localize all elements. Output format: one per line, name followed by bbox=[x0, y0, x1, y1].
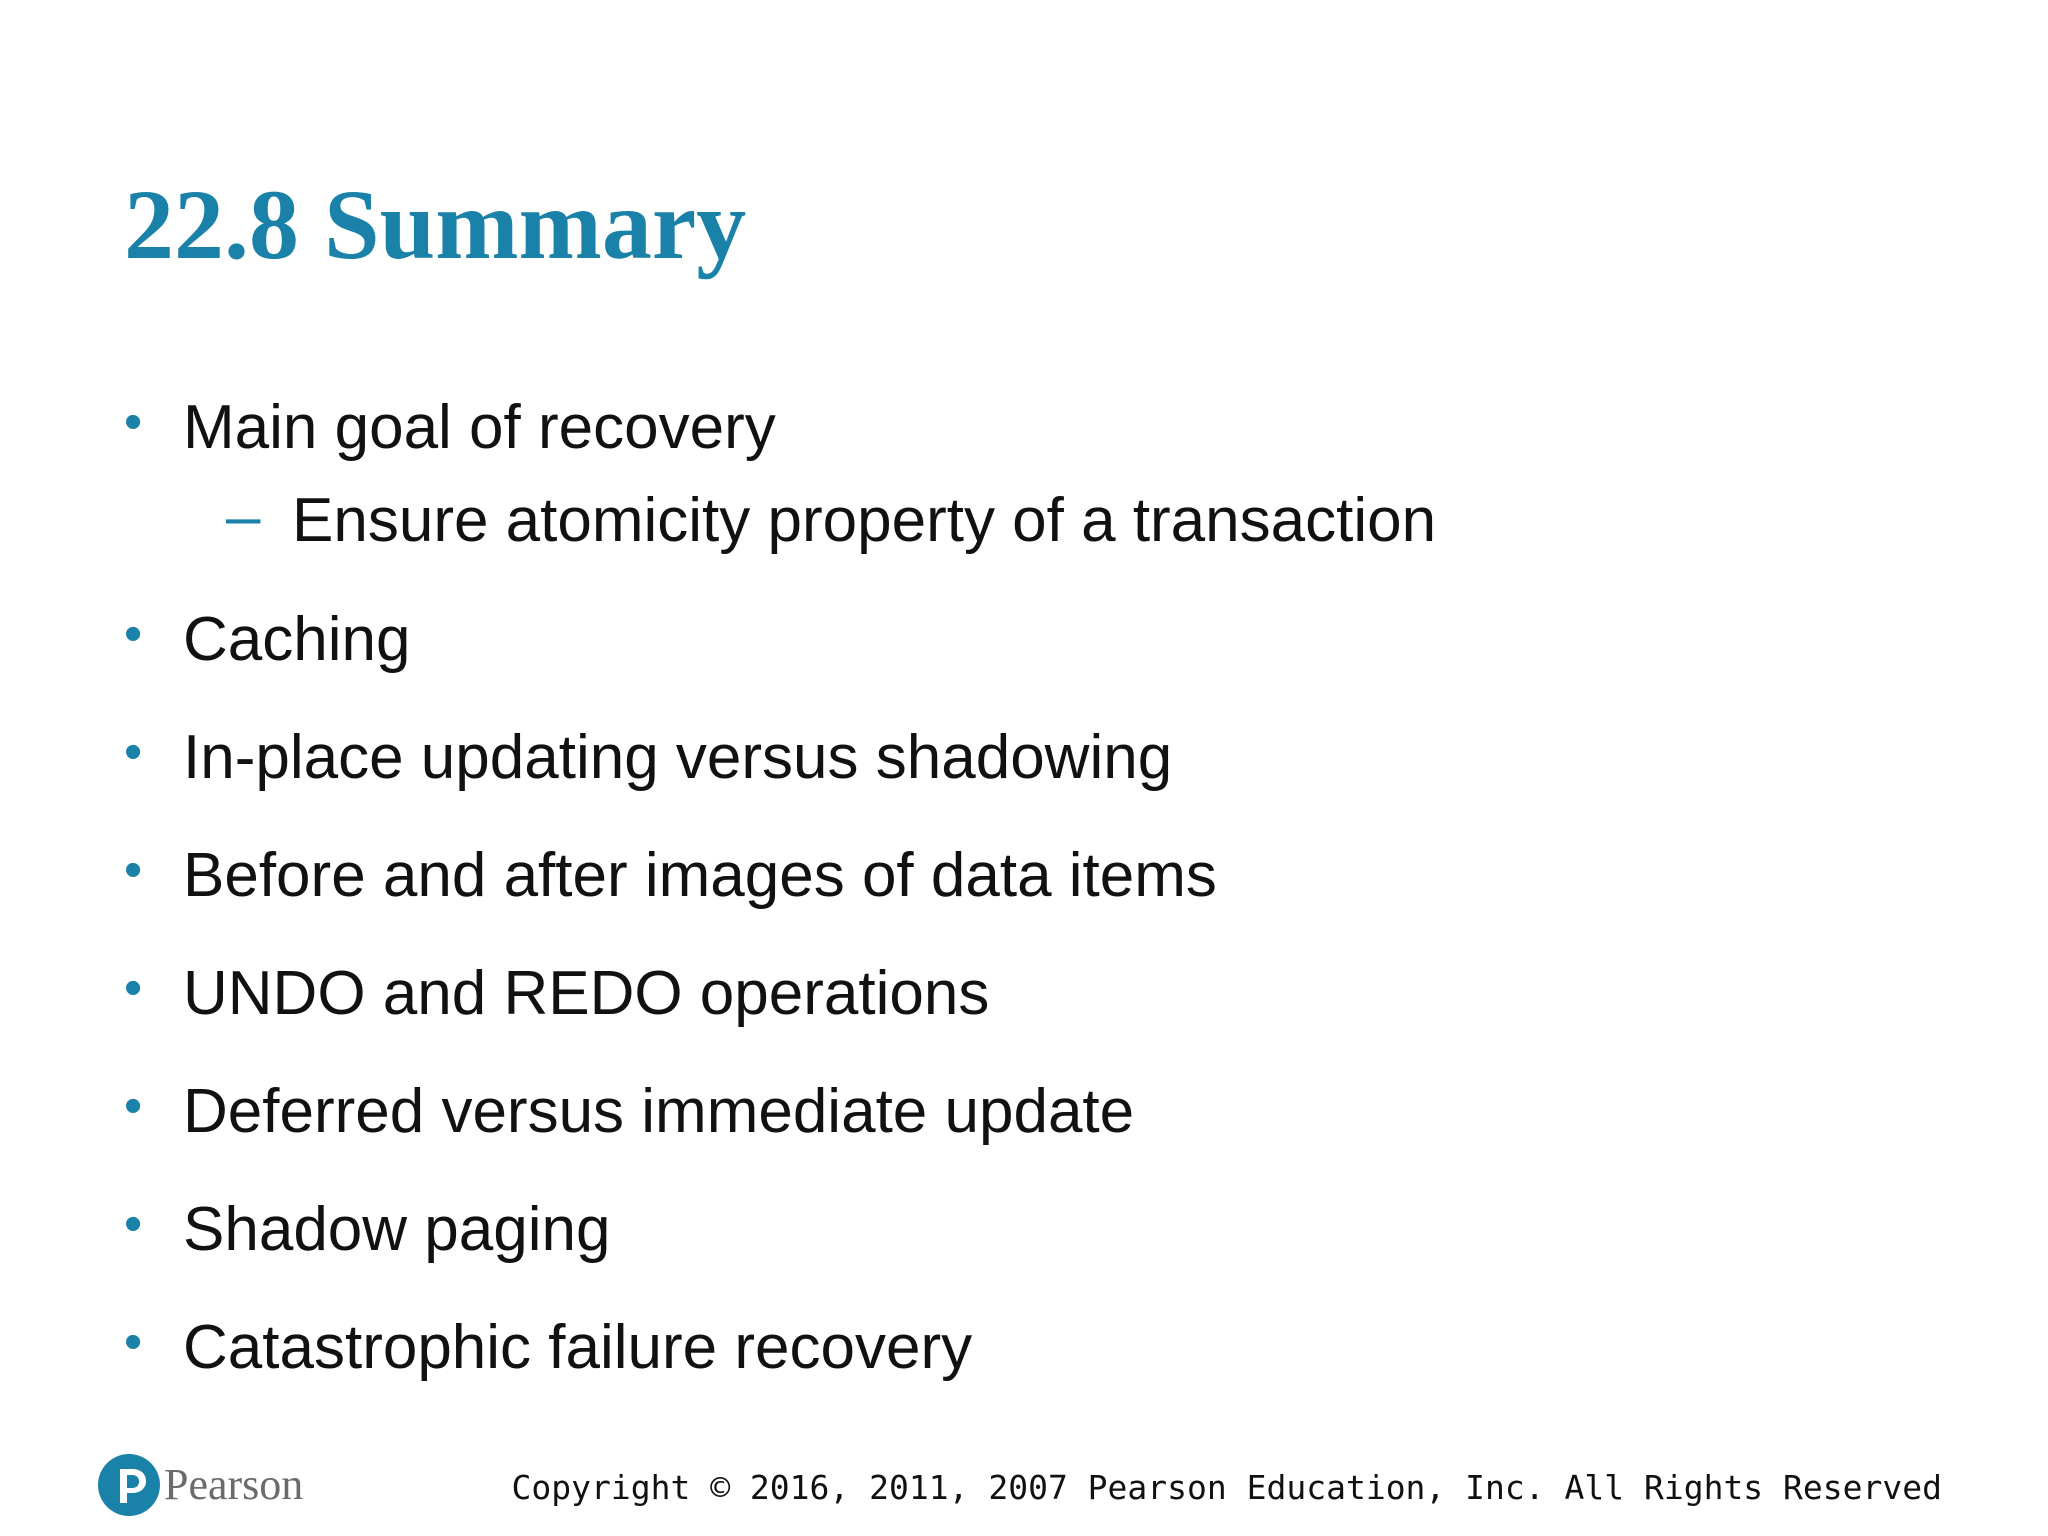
dash-icon: – bbox=[226, 482, 261, 551]
copyright-notice: Copyright © 2016, 2011, 2007 Pearson Education, Inc. All Rights Reserved bbox=[511, 1468, 1942, 1507]
bullet-dot-icon: • bbox=[124, 1313, 143, 1371]
bullet-dot-icon: • bbox=[124, 959, 143, 1017]
slide-title: 22.8 Summary bbox=[124, 169, 747, 280]
bullet-text: Before and after images of data items bbox=[183, 841, 1217, 910]
pearson-wordmark: Pearson bbox=[164, 1460, 304, 1509]
bullet-text: Catastrophic failure recovery bbox=[183, 1313, 973, 1382]
bullet-dot-icon: • bbox=[124, 1077, 143, 1135]
bullet-text: Deferred versus immediate update bbox=[183, 1077, 1135, 1146]
sub-bullet-text: Ensure atomicity property of a transaction bbox=[292, 486, 1437, 555]
bullet-dot-icon: • bbox=[124, 723, 143, 781]
bullet-text: UNDO and REDO operations bbox=[183, 959, 990, 1028]
bullet-text: In-place updating versus shadowing bbox=[183, 723, 1173, 792]
bullet-text: Caching bbox=[183, 605, 411, 674]
bullet-dot-icon: • bbox=[124, 393, 143, 451]
bullet-dot-icon: • bbox=[124, 1195, 143, 1253]
bullet-dot-icon: • bbox=[124, 841, 143, 899]
pearson-logo bbox=[98, 1452, 303, 1518]
bullet-text: Shadow paging bbox=[183, 1195, 611, 1264]
bullet-text: Main goal of recovery bbox=[183, 393, 776, 462]
pearson-p-icon bbox=[98, 1454, 160, 1516]
bullet-dot-icon: • bbox=[124, 605, 143, 663]
